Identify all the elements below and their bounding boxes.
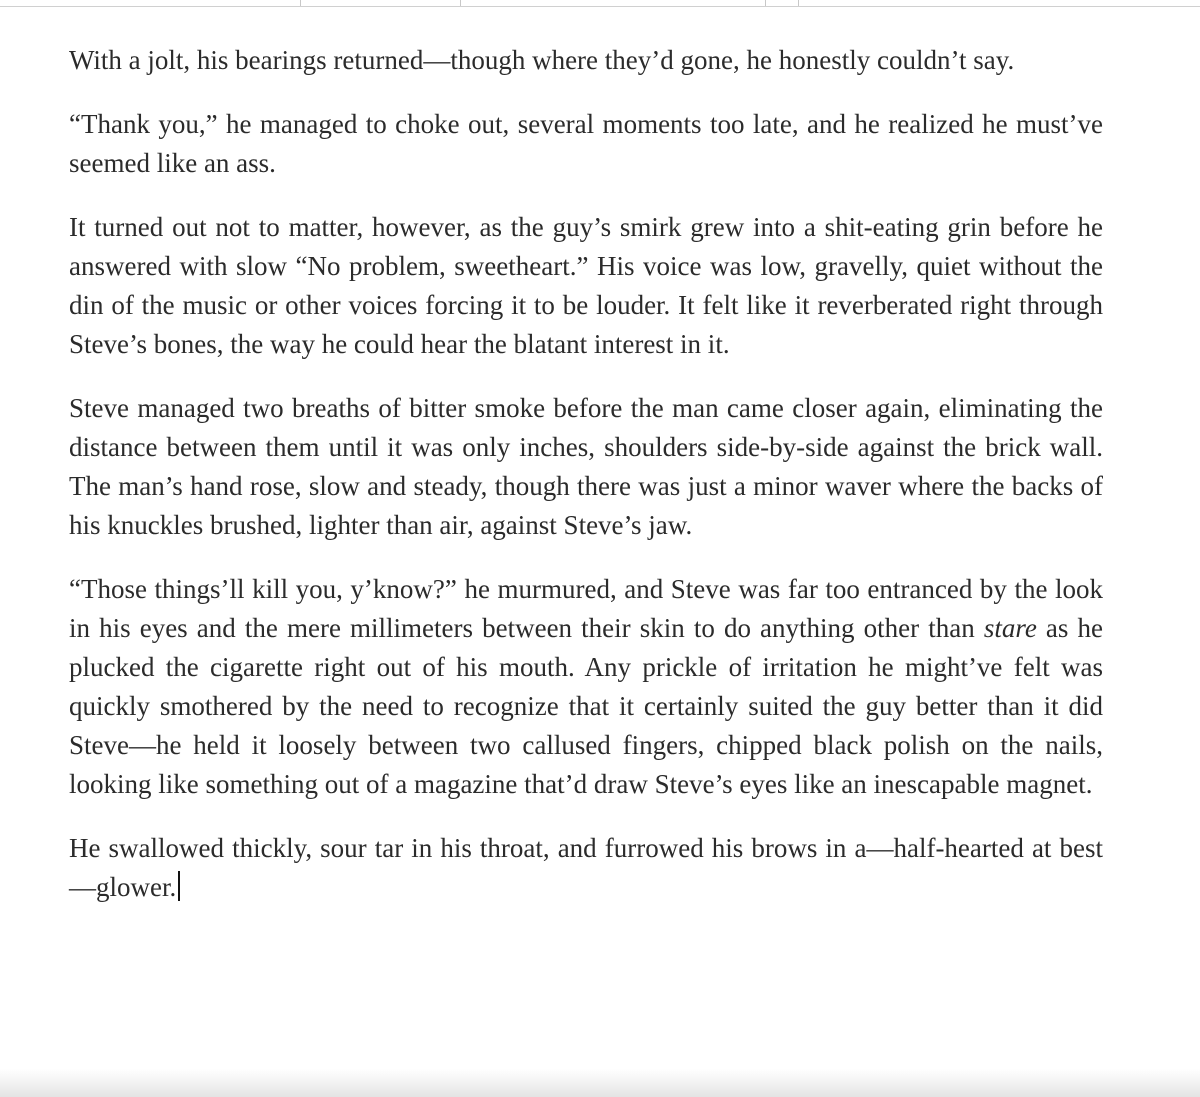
- paragraph-text: “Thank you,” he managed to choke out, several moments too late, and he realized he must’ve seemed like an ass.: [69, 109, 1103, 178]
- paragraph-text: With a jolt, his bearings returned—though where they’d gone, he honestly couldn’t say.: [69, 45, 1015, 75]
- bottom-edge-shadow: [0, 1069, 1200, 1097]
- ruler-tick: [300, 0, 301, 6]
- paragraph-text: He swallowed thickly, sour tar in his throat, and furrowed his brows in a—half-hearted at best—glower.: [69, 833, 1103, 902]
- paragraph-text-after: as he plucked the cigarette right out of his mouth. Any prickle of irritation he might’ve felt was quickly smothered by the need to recognize that it certainly suited the guy better than it did Steve—he held it loosely between two callused fingers, chipped black polish on the nails, looking like something out of a magazine that’d draw Steve’s eyes like an inescapable magnet.: [69, 613, 1103, 799]
- top-ruler: [0, 0, 1200, 7]
- ruler-tick: [460, 0, 461, 6]
- ruler-tick: [798, 0, 799, 6]
- paragraph-text-before: “Those things’ll kill you, y’know?” he murmured, and Steve was far too entranced by the look in his eyes and the mere millimeters between their skin to do anything other than: [69, 574, 1103, 643]
- paragraph-text: It turned out not to matter, however, as the guy’s smirk grew into a shit-eating grin before he answered with slow “No problem, sweetheart.” His voice was low, gravelly, quiet without the din of the music or other voices forcing it to be louder. It felt like it reverberated right through Steve’s bones, the way he could hear the blatant interest in it.: [69, 212, 1103, 359]
- paragraph: [69, 105, 1103, 183]
- text-cursor: [178, 871, 180, 901]
- paragraph: [69, 829, 1103, 907]
- paragraph: [69, 41, 1103, 80]
- document-text-area[interactable]: [69, 41, 1103, 932]
- ruler-tick: [765, 0, 766, 6]
- italic-emphasis: stare: [983, 613, 1037, 643]
- paragraph: [69, 570, 1103, 804]
- paragraph: [69, 389, 1103, 545]
- paragraph-text: Steve managed two breaths of bitter smoke before the man came closer again, eliminating the distance between them until it was only inches, shoulders side-by-side against the brick wall. The man’s hand rose, slow and steady, though there was just a minor waver where the backs of his knuckles brushed, lighter than air, against Steve’s jaw.: [69, 393, 1103, 540]
- paragraph: [69, 208, 1103, 364]
